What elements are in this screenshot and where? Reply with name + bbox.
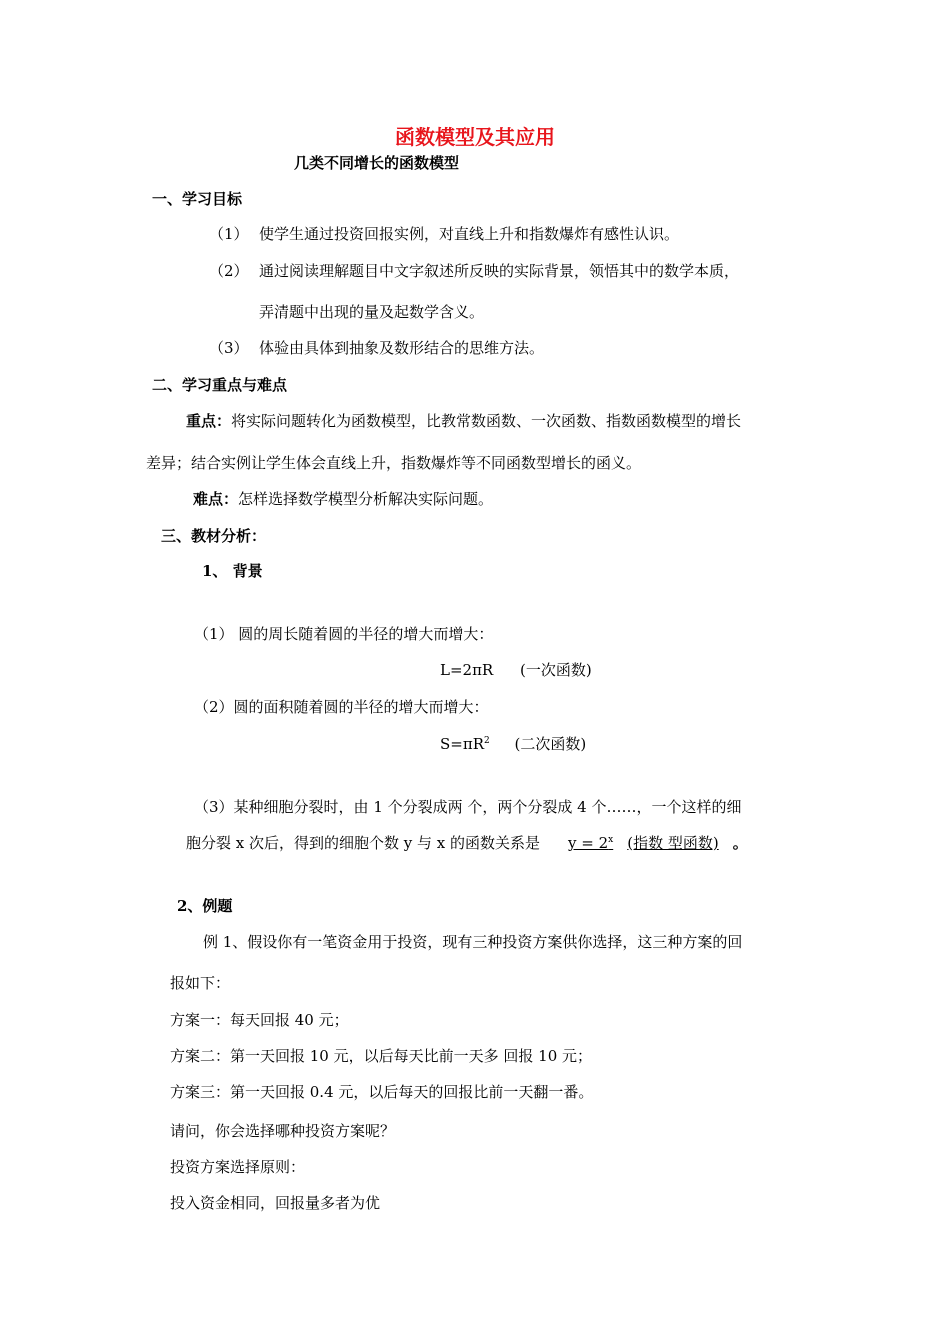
goal-item-2 (209, 261, 740, 281)
formula: L=2πR (440, 661, 494, 679)
background-heading: 1、 背景 (202, 562, 263, 580)
goal-text: 通过阅读理解题目中文字叙述所反映的实际背景，领悟其中的数学本质， (259, 262, 740, 280)
formula-exponent: 2 (484, 736, 490, 746)
goal-num: （1） (209, 225, 249, 243)
example-1-line-2: 报如下： (170, 974, 231, 992)
sentence-end: 。 (732, 834, 748, 852)
formula (440, 735, 490, 753)
goal-num: （2） (209, 262, 249, 280)
answer-note: (指数 型函数) (627, 834, 719, 852)
difficult-point-text: 怎样选择数学模型分析解决实际问题。 (238, 490, 494, 508)
formula-note: (二次函数) (514, 735, 587, 753)
key-point (186, 411, 741, 431)
background-item-3: （3）某种细胞分裂时，由 1 个分裂成两 个，两个分裂成 4 个……，一个这样的细 (194, 798, 742, 816)
goal-item-2-continued: 弄清题中出现的量及起数学含义。 (259, 303, 485, 321)
goal-text: 体验由具体到抽象及数形结合的思维方法。 (259, 339, 545, 357)
difficult-point-label: 难点： (193, 490, 239, 508)
key-point-text: 将实际问题转化为函数模型，比教常数函数、一次函数、指数函数模型的增长 (231, 412, 742, 430)
example-1-line-1: 例 1、假设你有一笔资金用于投资，现有三种投资方案供你选择，这三种方案的回 (203, 933, 743, 951)
answer-exponent: x (608, 835, 614, 845)
formula-circumference (440, 660, 592, 680)
goal-item-3 (209, 338, 545, 358)
answer-blank (540, 833, 733, 853)
background-item-2: （2）圆的面积随着圆的半径的增大而增大： (194, 698, 489, 716)
plan-2: 方案二：第一天回报 10 元，以后每天比前一天多 回报 10 元； (170, 1047, 593, 1065)
page-title: 函数模型及其应用 (395, 125, 555, 149)
plan-1: 方案一：每天回报 40 元； (170, 1011, 349, 1029)
goal-num: （3） (209, 339, 249, 357)
page-subtitle: 几类不同增长的函数模型 (294, 154, 460, 172)
cell-division-text: 胞分裂 x 次后，得到的细胞个数 y 与 x 的函数关系是 (186, 834, 541, 852)
key-point-continued: 差异；结合实例让学生体会直线上升，指数爆炸等不同函数型增长的函义。 (146, 454, 642, 472)
section3-heading: 三、教材分析： (161, 527, 267, 545)
section1-heading: 一、学习目标 (152, 190, 243, 208)
principle-heading: 投资方案选择原则： (170, 1158, 306, 1176)
key-point-label: 重点： (186, 412, 232, 430)
formula-note: (一次函数) (520, 661, 592, 679)
question: 请问，你会选择哪种投资方案呢？ (170, 1122, 396, 1140)
section2-heading: 二、学习重点与难点 (152, 376, 288, 394)
examples-heading: 2、例题 (177, 897, 233, 915)
difficult-point (193, 489, 493, 509)
background-item-3-continued (186, 833, 748, 853)
answer-formula (568, 834, 613, 852)
background-item-1: （1） 圆的周长随着圆的半径的增大而增大： (194, 625, 494, 643)
principle: 投入资金相同，回报量多者为优 (170, 1194, 381, 1212)
plan-3: 方案三：第一天回报 0.4 元，以后每天的回报比前一天翻一番。 (170, 1083, 594, 1101)
goal-item-1 (209, 224, 680, 244)
answer-base: y = 2 (568, 834, 609, 852)
formula-area (440, 734, 586, 754)
goal-text: 使学生通过投资回报实例，对直线上升和指数爆炸有感性认识。 (259, 225, 680, 243)
formula-base: S=πR (440, 735, 484, 753)
